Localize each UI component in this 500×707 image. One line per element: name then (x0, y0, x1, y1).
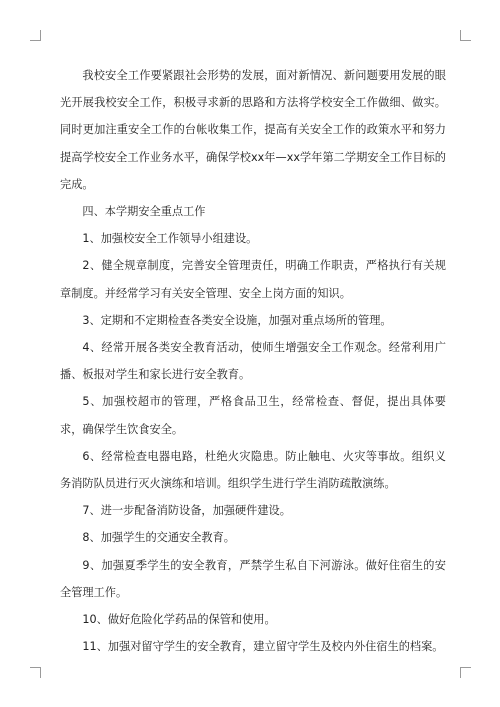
list-item: 10、做好危险化学药品的保管和使用。 (82, 613, 276, 627)
list-item: 8、加强学生的交通安全教育。 (82, 531, 235, 545)
crop-mark-bottom-left (30, 667, 41, 678)
list-item: 3、定期和不定期检查各类安全设施，加强对重点场所的管理。 (82, 313, 392, 327)
crop-mark-top-left (30, 30, 41, 41)
list-item: 11、加强对留守学生的安全教育，建立留守学生及校内外住宿生的档案。 (82, 640, 444, 654)
document-body (60, 62, 446, 660)
section-heading: 四、本学期安全重点工作 (82, 205, 206, 219)
list-item: 1、加强校安全工作领导小组建设。 (82, 232, 258, 246)
crop-mark-top-right (460, 30, 471, 41)
list-item: 5、加强校超市的管理，严格食品卫生，经常检查、督促，提出具体要求，确保学生饮食安全。 (60, 395, 446, 436)
crop-mark-bottom-right (460, 667, 471, 678)
list-item: 7、进一步配备消防设备，加强硬件建设。 (82, 504, 291, 518)
paragraph-intro: 我校安全工作要紧跟社会形势的发展，面对新情况、新问题要用发展的眼光开展我校安全工作，积极寻求新的思路和方法将学校安全工作做细、做实。同时更加注重安全工作的台帐收集工作，提高有关安全工作的政策水平和努力提高学校安全工作业务水平，确保学校xx年—xx学年第二学期安全工作目标的完成。 (60, 69, 446, 191)
list-item: 9、加强夏季学生的安全教育，严禁学生私自下河游泳。做好住宿生的安全管理工作。 (60, 558, 446, 599)
list-item: 4、经常开展各类安全教育活动，使师生增强安全工作观念。经常利用广播、板报对学生和家长进行安全教育。 (60, 341, 446, 382)
list-item: 6、经常检查电器电路，杜绝火灾隐患。防止触电、火灾等事故。组织义务消防队员进行灭火演练和培训。组织学生进行学生消防疏散演练。 (60, 449, 446, 491)
list-item: 2、健全规章制度，完善安全管理责任，明确工作职责，严格执行有关规章制度。并经常学习有关安全管理、安全上岗方面的知识。 (60, 259, 446, 300)
